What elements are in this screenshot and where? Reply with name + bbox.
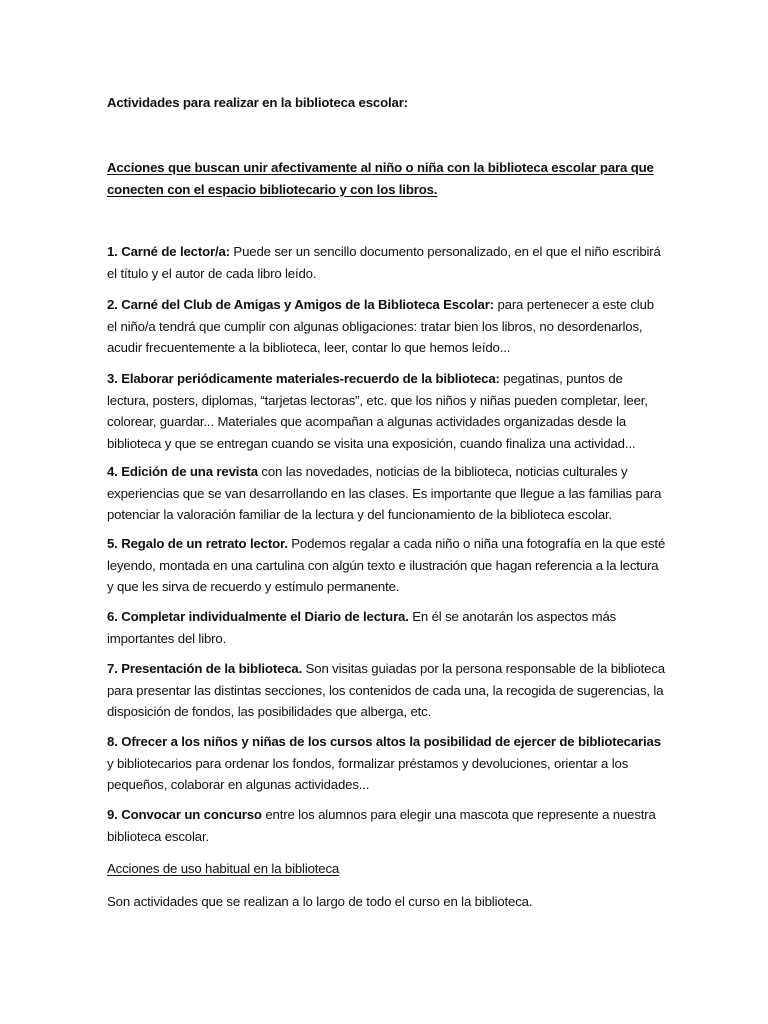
activity-item-1-lead: 1. Carné de lector/a: bbox=[107, 244, 230, 259]
section-heading-afectivas: Acciones que buscan unir afectivamente al niño o niña con la biblioteca escolar para que conecten con el espacio bibliotecario y con los libros. bbox=[107, 160, 654, 197]
activity-item-8-lead: 8. Ofrecer a los niños y niñas de los cursos altos la posibilidad de ejercer de bibliotecarias bbox=[107, 734, 661, 749]
activity-item-5-text: Podemos regalar a cada niño o niña una fotografía en la que esté leyendo, montada en una cartulina con algún texto e ilustración que hagan referencia a la lectura y que les sirva de recuerdo y estímulo permanente. bbox=[107, 536, 666, 594]
activity-item-3 bbox=[107, 368, 667, 454]
activity-item-6-text: En él se anotarán los aspectos más importantes del libro. bbox=[107, 609, 617, 646]
activity-item-6 bbox=[107, 606, 667, 649]
activity-item-2-text: para pertenecer a este club el niño/a tendrá que cumplir con algunas obligaciones: tratar bien los libros, no desordenarlos, acudir frecuentemente a la biblioteca, leer, contar lo que hemos leído... bbox=[107, 297, 654, 355]
activity-item-3-text: pegatinas, puntos de lectura, posters, diplomas, “tarjetas lectoras”, etc. que los niños y niñas pueden completar, leer, colorear, guardar... Materiales que acompañan a algunas actividades organizadas desde la biblioteca y que se entregan cuando se visita una exposición, cuando finaliza una actividad... bbox=[107, 371, 648, 451]
activity-item-9 bbox=[107, 804, 667, 847]
activity-item-6-lead: 6. Completar individualmente el Diario de lectura. bbox=[107, 609, 409, 624]
activity-item-9-lead: 9. Convocar un concurso bbox=[107, 807, 262, 822]
activity-item-3-lead: 3. Elaborar periódicamente materiales-recuerdo de la biblioteca: bbox=[107, 371, 500, 386]
activity-item-5-lead: 5. Regalo de un retrato lector. bbox=[107, 536, 288, 551]
document-title: Actividades para realizar en la biblioteca escolar: bbox=[107, 95, 408, 110]
activity-item-4 bbox=[107, 461, 667, 526]
activity-item-8 bbox=[107, 731, 667, 796]
activity-item-7-text: Son visitas guiadas por la persona responsable de la biblioteca para presentar las distintas secciones, los contenidos de cada una, la recogida de sugerencias, la disposición de fondos, las posibilidades que alberga, etc. bbox=[107, 661, 665, 719]
activity-item-4-text: con las novedades, noticias de la biblioteca, noticias culturales y experiencias que se van desarrollando en las clases. Es importante que llegue a las familias para potenciar la valoración familiar de la lectura y del funcionamiento de la biblioteca escolar. bbox=[107, 464, 662, 522]
activity-item-2-lead: 2. Carné del Club de Amigas y Amigos de la Biblioteca Escolar: bbox=[107, 297, 494, 312]
activity-item-7-lead: 7. Presentación de la biblioteca. bbox=[107, 661, 303, 676]
activity-item-5 bbox=[107, 533, 667, 598]
section-heading-uso-habitual: Acciones de uso habitual en la biblioteca bbox=[107, 861, 340, 876]
activity-item-9-text: entre los alumnos para elegir una mascota que represente a nuestra biblioteca escolar. bbox=[107, 807, 656, 844]
activity-item-7 bbox=[107, 658, 667, 723]
activity-item-1-text: Puede ser un sencillo documento personalizado, en el que el niño escribirá el título y el autor de cada libro leído. bbox=[107, 244, 661, 281]
section-uso-habitual-text: Son actividades que se realizan a lo largo de todo el curso en la biblioteca. bbox=[107, 894, 533, 909]
activity-item-2 bbox=[107, 294, 667, 359]
activity-item-8-text: y bibliotecarios para ordenar los fondos, formalizar préstamos y devoluciones, orientar a los pequeños, colaborar en algunas actividades... bbox=[107, 755, 629, 792]
activity-item-4-lead: 4. Edición de una revista bbox=[107, 464, 258, 479]
activity-item-1 bbox=[107, 241, 667, 284]
